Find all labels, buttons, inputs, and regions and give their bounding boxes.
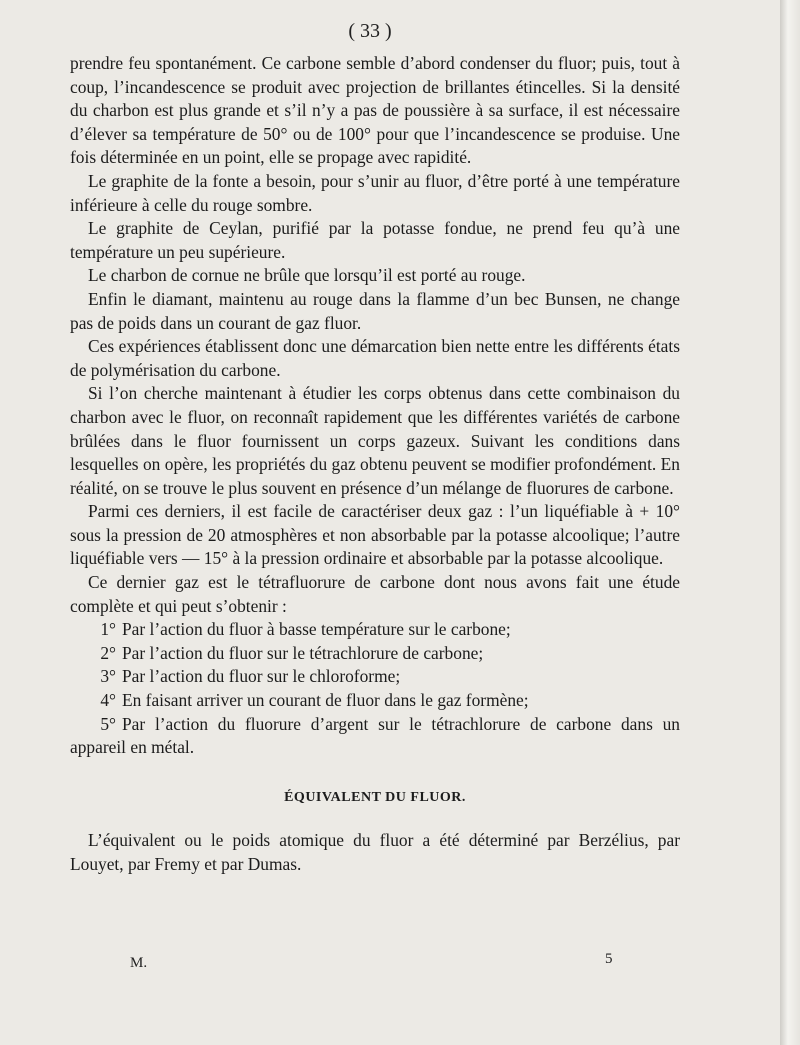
list-item bbox=[70, 642, 680, 666]
paragraph-2: Le graphite de la fonte a besoin, pour s’unir au fluor, d’être porté à une température inférieure à celle du rouge sombre. bbox=[70, 170, 680, 215]
paragraph-4: Le charbon de cornue ne brûle que lorsqu’il est porté au rouge. bbox=[88, 265, 526, 286]
body-text bbox=[70, 52, 680, 877]
list-number: 2° bbox=[100, 642, 116, 663]
paragraph-1: prendre feu spontanément. Ce carbone semble d’abord condenser du fluor; puis, tout à coup, l’incandescence se produit avec projection de brillantes étincelles. Si la densité du charbon est plus grande et s’il n’y a pas de poussière à sa surface, il est nécessaire d’élever sa température de 50° ou de 100° pour que l’incandescence se produise. Une fois déterminée en un point, elle se propage avec rapidité. bbox=[70, 53, 680, 168]
section-paragraph: L’équivalent ou le poids atomique du fluor a été déterminé par Berzélius, par Louyet, par Fremy et par Dumas. bbox=[70, 830, 680, 874]
paragraph-5: Enfin le diamant, maintenu au rouge dans la flamme d’un bec Bunsen, ne change pas de poids dans un courant de gaz fluor. bbox=[70, 288, 680, 333]
list-item bbox=[70, 689, 680, 713]
list-number: 1° bbox=[100, 619, 116, 640]
list-text: En faisant arriver un courant de fluor dans le gaz formène; bbox=[122, 690, 529, 711]
sheet-number: 5 bbox=[605, 951, 613, 967]
page-edge bbox=[780, 0, 800, 1045]
paragraph-6: Ces expériences établissent donc une démarcation bien nette entre les différents états de polymérisation du carbone. bbox=[70, 336, 680, 380]
signature-mark: M. bbox=[130, 955, 148, 971]
section-heading: ÉQUIVALENT DU FLUOR. bbox=[284, 789, 466, 805]
list-item bbox=[70, 665, 680, 689]
list-text: Par l’action du fluor à basse température sur le carbone; bbox=[122, 619, 511, 640]
list-number: 3° bbox=[100, 666, 116, 687]
paragraph-3: Le graphite de Ceylan, purifié par la potasse fondue, ne prend feu qu’à une température un peu supérieure. bbox=[70, 218, 680, 262]
list-number: 5° bbox=[100, 713, 116, 734]
list-text: Par l’action du fluor sur le tétrachlorure de carbone; bbox=[122, 642, 484, 663]
paragraph-9: Ce dernier gaz est le tétrafluorure de carbone dont nous avons fait une étude complète et qui peut s’obtenir : bbox=[70, 572, 680, 616]
list-text: Par l’action du fluorure d’argent sur le tétrachlorure de carbone dans un appareil en métal. bbox=[70, 713, 680, 758]
list-item bbox=[70, 713, 680, 760]
paragraph-8: Parmi ces derniers, il est facile de caractériser deux gaz : l’un liquéfiable à + 10° sous la pression de 20 atmosphères et non absorbable par la potasse alcoolique; l’autre liquéfiable vers — 15° à la pression ordinaire et absorbable par la potasse alcoolique. bbox=[70, 501, 680, 569]
page-number: ( 33 ) bbox=[348, 20, 392, 42]
list-item bbox=[70, 618, 680, 642]
list-text: Par l’action du fluor sur le chloroforme; bbox=[122, 666, 401, 687]
paragraph-7: Si l’on cherche maintenant à étudier les corps obtenus dans cette combinaison du charbon avec le fluor, on reconnaît rapidement que les différentes variétés de carbone brûlées dans le fluor fournissent un corps gazeux. Suivant les conditions dans lesquelles on opère, les propriétés du gaz obtenu peuvent se modifier profondément. En réalité, on se trouve le plus souvent en présence d’un mélange de fluorures de carbone. bbox=[70, 383, 680, 498]
list-number: 4° bbox=[100, 690, 116, 711]
